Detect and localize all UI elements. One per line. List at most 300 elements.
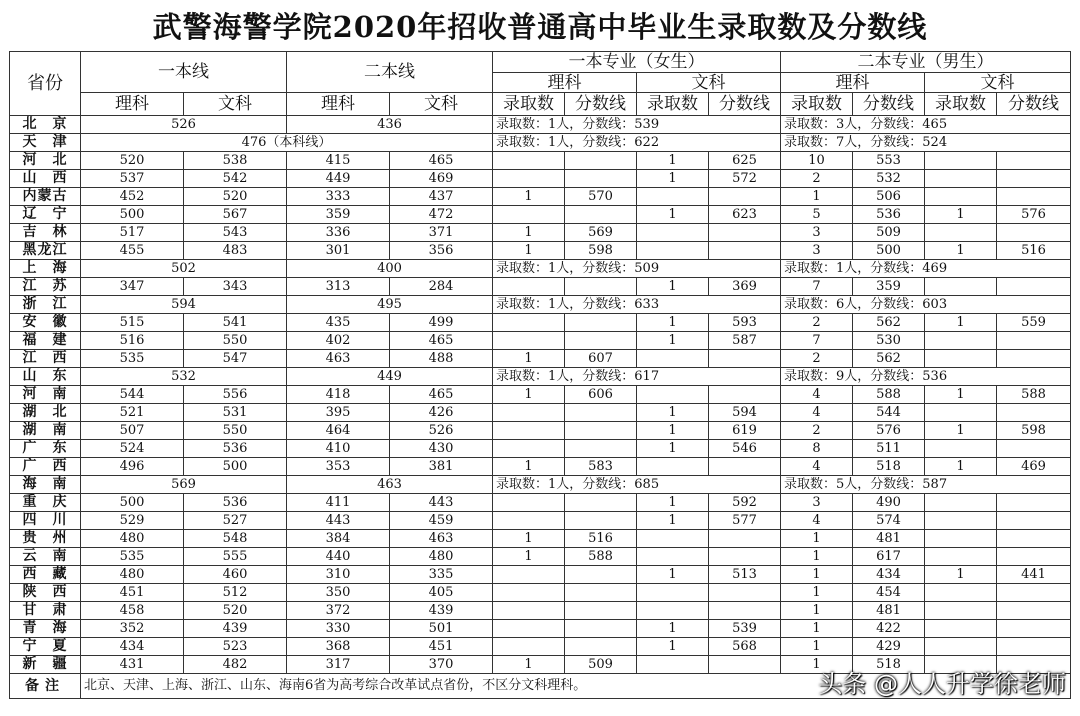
- value-cell: [997, 548, 1071, 566]
- value-cell: [493, 314, 565, 332]
- score-cell: 535: [81, 548, 184, 566]
- province-cell: 江 苏: [10, 278, 81, 296]
- value-cell: [997, 332, 1071, 350]
- value-cell: 509: [565, 656, 637, 674]
- value-cell: [709, 602, 781, 620]
- special2-note-cell: 录取数：3人，分数线：465: [781, 116, 1071, 134]
- value-cell: [925, 620, 997, 638]
- value-cell: [493, 620, 565, 638]
- value-cell: 1: [493, 458, 565, 476]
- table-row: [10, 170, 1071, 188]
- value-cell: [637, 584, 709, 602]
- value-cell: 1: [781, 548, 853, 566]
- tier2-line-cell: 449: [287, 368, 493, 386]
- value-cell: 1: [493, 656, 565, 674]
- value-cell: 1: [781, 188, 853, 206]
- value-cell: [997, 512, 1071, 530]
- value-cell: [997, 188, 1071, 206]
- score-cell: 465: [390, 332, 493, 350]
- score-cell: 460: [184, 566, 287, 584]
- value-cell: [997, 170, 1071, 188]
- value-cell: [637, 548, 709, 566]
- value-cell: [493, 332, 565, 350]
- value-cell: [565, 314, 637, 332]
- value-cell: [925, 584, 997, 602]
- score-cell: 451: [81, 584, 184, 602]
- score-cell: 550: [184, 332, 287, 350]
- value-cell: 619: [709, 422, 781, 440]
- province-cell: 湖 北: [10, 404, 81, 422]
- value-cell: 4: [781, 404, 853, 422]
- score-cell: 310: [287, 566, 390, 584]
- score-cell: 330: [287, 620, 390, 638]
- value-cell: 513: [709, 566, 781, 584]
- value-cell: 1: [925, 566, 997, 584]
- watermark: 头条 @人人升学徐老师: [818, 670, 1066, 698]
- value-cell: 441: [997, 566, 1071, 584]
- score-cell: 488: [390, 350, 493, 368]
- value-cell: [565, 602, 637, 620]
- score-cell: 541: [184, 314, 287, 332]
- value-cell: 1: [637, 638, 709, 656]
- value-cell: 539: [709, 620, 781, 638]
- value-cell: [565, 206, 637, 224]
- value-cell: 576: [997, 206, 1071, 224]
- score-cell: 411: [287, 494, 390, 512]
- value-cell: 598: [997, 422, 1071, 440]
- province-cell: 陕 西: [10, 584, 81, 602]
- score-cell: 368: [287, 638, 390, 656]
- tier1-line-cell: 502: [81, 260, 287, 278]
- score-cell: 356: [390, 242, 493, 260]
- province-cell: 广 西: [10, 458, 81, 476]
- value-cell: [925, 224, 997, 242]
- table-row: [10, 152, 1071, 170]
- score-cell: 550: [184, 422, 287, 440]
- value-cell: 359: [853, 278, 925, 296]
- score-cell: 531: [184, 404, 287, 422]
- value-cell: 576: [853, 422, 925, 440]
- value-cell: 1: [781, 566, 853, 584]
- score-cell: 521: [81, 404, 184, 422]
- value-cell: [565, 170, 637, 188]
- value-cell: 3: [781, 494, 853, 512]
- score-cell: 437: [390, 188, 493, 206]
- value-cell: [565, 332, 637, 350]
- value-cell: [493, 404, 565, 422]
- score-cell: 542: [184, 170, 287, 188]
- table-row: [10, 530, 1071, 548]
- header-province: 省份: [10, 52, 81, 116]
- value-cell: [997, 530, 1071, 548]
- special1-note-cell: 录取数：1人，分数线：685: [493, 476, 781, 494]
- score-cell: 359: [287, 206, 390, 224]
- score-cell: 526: [390, 422, 493, 440]
- value-cell: 1: [637, 332, 709, 350]
- value-cell: 1: [493, 386, 565, 404]
- score-cell: 512: [184, 584, 287, 602]
- value-cell: [709, 656, 781, 674]
- value-cell: [709, 584, 781, 602]
- value-cell: 516: [565, 530, 637, 548]
- value-cell: 506: [853, 188, 925, 206]
- value-cell: 1: [637, 206, 709, 224]
- table-row: [10, 386, 1071, 404]
- value-cell: 607: [565, 350, 637, 368]
- value-cell: [925, 494, 997, 512]
- tier2-line-cell: 400: [287, 260, 493, 278]
- value-cell: 583: [565, 458, 637, 476]
- value-cell: 588: [997, 386, 1071, 404]
- value-cell: [637, 224, 709, 242]
- province-cell: 西 藏: [10, 566, 81, 584]
- value-cell: 572: [709, 170, 781, 188]
- value-cell: [925, 332, 997, 350]
- value-cell: 546: [709, 440, 781, 458]
- score-cell: 402: [287, 332, 390, 350]
- value-cell: 1: [781, 584, 853, 602]
- value-cell: 2: [781, 422, 853, 440]
- province-cell: 甘 肃: [10, 602, 81, 620]
- table-row: [10, 476, 1071, 494]
- value-cell: 2: [781, 170, 853, 188]
- header-tier2: 二本线: [287, 52, 493, 93]
- province-cell: 北 京: [10, 116, 81, 134]
- header-arts: 文科: [637, 73, 781, 93]
- value-cell: [565, 512, 637, 530]
- header-arts: 文科: [925, 73, 1071, 93]
- score-cell: 520: [81, 152, 184, 170]
- score-cell: 371: [390, 224, 493, 242]
- value-cell: 1: [493, 350, 565, 368]
- score-cell: 527: [184, 512, 287, 530]
- value-cell: 606: [565, 386, 637, 404]
- header-score: 分数线: [997, 93, 1071, 116]
- score-cell: 443: [287, 512, 390, 530]
- value-cell: [493, 494, 565, 512]
- score-cell: 524: [81, 440, 184, 458]
- value-cell: 588: [565, 548, 637, 566]
- value-cell: 568: [709, 638, 781, 656]
- value-cell: 574: [853, 512, 925, 530]
- value-cell: 559: [997, 314, 1071, 332]
- value-cell: 481: [853, 602, 925, 620]
- value-cell: 1: [781, 530, 853, 548]
- table-row: [10, 224, 1071, 242]
- table-row: [10, 260, 1071, 278]
- table-row: [10, 602, 1071, 620]
- score-cell: 372: [287, 602, 390, 620]
- value-cell: [997, 494, 1071, 512]
- score-cell: 430: [390, 440, 493, 458]
- score-cell: 555: [184, 548, 287, 566]
- value-cell: 1: [637, 404, 709, 422]
- score-cell: 472: [390, 206, 493, 224]
- header-arts: 文科: [184, 93, 287, 116]
- value-cell: [709, 242, 781, 260]
- table-row: [10, 404, 1071, 422]
- score-cell: 465: [390, 152, 493, 170]
- value-cell: [565, 152, 637, 170]
- province-cell: 广 东: [10, 440, 81, 458]
- table-row: [10, 548, 1071, 566]
- value-cell: [493, 638, 565, 656]
- value-cell: 10: [781, 152, 853, 170]
- header-admitted: 录取数: [925, 93, 997, 116]
- value-cell: 530: [853, 332, 925, 350]
- score-cell: 523: [184, 638, 287, 656]
- table-row: [10, 440, 1071, 458]
- value-cell: [637, 350, 709, 368]
- value-cell: [637, 656, 709, 674]
- header-science: 理科: [493, 73, 637, 93]
- score-cell: 501: [390, 620, 493, 638]
- tier2-line-cell: 436: [287, 116, 493, 134]
- value-cell: [709, 548, 781, 566]
- value-cell: 1: [637, 494, 709, 512]
- special2-note-cell: 录取数：7人，分数线：524: [781, 134, 1071, 152]
- header-science: 理科: [781, 73, 925, 93]
- value-cell: [493, 566, 565, 584]
- value-cell: 1: [925, 314, 997, 332]
- province-cell: 安 徽: [10, 314, 81, 332]
- value-cell: [493, 152, 565, 170]
- value-cell: [925, 548, 997, 566]
- value-cell: 3: [781, 242, 853, 260]
- province-cell: 天 津: [10, 134, 81, 152]
- province-cell: 云 南: [10, 548, 81, 566]
- province-cell: 四 川: [10, 512, 81, 530]
- value-cell: 553: [853, 152, 925, 170]
- score-cell: 350: [287, 584, 390, 602]
- score-cell: 464: [287, 422, 390, 440]
- value-cell: 1: [781, 620, 853, 638]
- table-row: [10, 512, 1071, 530]
- value-cell: 594: [709, 404, 781, 422]
- value-cell: [925, 638, 997, 656]
- score-cell: 482: [184, 656, 287, 674]
- province-cell: 浙 江: [10, 296, 81, 314]
- value-cell: 625: [709, 152, 781, 170]
- table-row: [10, 116, 1071, 134]
- value-cell: [637, 458, 709, 476]
- score-cell: 529: [81, 512, 184, 530]
- value-cell: [997, 602, 1071, 620]
- score-cell: 301: [287, 242, 390, 260]
- table-row: [10, 242, 1071, 260]
- special2-note-cell: 录取数：9人，分数线：536: [781, 368, 1071, 386]
- page-title: 武警海警学院2020年招收普通高中毕业生录取数及分数线: [152, 10, 928, 44]
- score-cell: 480: [81, 530, 184, 548]
- score-cell: 435: [287, 314, 390, 332]
- value-cell: 1: [637, 566, 709, 584]
- score-cell: 335: [390, 566, 493, 584]
- value-cell: 518: [853, 656, 925, 674]
- header-score: 分数线: [853, 93, 925, 116]
- special1-note-cell: 录取数：1人，分数线：539: [493, 116, 781, 134]
- value-cell: 4: [781, 458, 853, 476]
- header-admitted: 录取数: [637, 93, 709, 116]
- score-cell: 499: [390, 314, 493, 332]
- value-cell: 8: [781, 440, 853, 458]
- value-cell: [493, 602, 565, 620]
- footer-label: 备注: [10, 674, 81, 699]
- score-cell: 381: [390, 458, 493, 476]
- value-cell: [565, 638, 637, 656]
- value-cell: 500: [853, 242, 925, 260]
- value-cell: 1: [493, 242, 565, 260]
- tier1-line-cell: 594: [81, 296, 287, 314]
- score-cell: 535: [81, 350, 184, 368]
- table-row: [10, 584, 1071, 602]
- value-cell: 1: [925, 206, 997, 224]
- value-cell: [709, 530, 781, 548]
- value-cell: 429: [853, 638, 925, 656]
- province-cell: 青 海: [10, 620, 81, 638]
- value-cell: [493, 584, 565, 602]
- score-cell: 395: [287, 404, 390, 422]
- value-cell: 588: [853, 386, 925, 404]
- province-cell: 吉 林: [10, 224, 81, 242]
- value-cell: 2: [781, 350, 853, 368]
- value-cell: [925, 278, 997, 296]
- table-row: [10, 332, 1071, 350]
- tier1-line-cell: 569: [81, 476, 287, 494]
- score-cell: 465: [390, 386, 493, 404]
- value-cell: [997, 224, 1071, 242]
- province-cell: 新 疆: [10, 656, 81, 674]
- value-cell: 509: [853, 224, 925, 242]
- score-cell: 353: [287, 458, 390, 476]
- value-cell: 481: [853, 530, 925, 548]
- value-cell: 1: [925, 458, 997, 476]
- tier2-line-cell: 463: [287, 476, 493, 494]
- table-row: [10, 494, 1071, 512]
- tier1-line-cell: 526: [81, 116, 287, 134]
- table-row: [10, 314, 1071, 332]
- province-cell: 宁 夏: [10, 638, 81, 656]
- value-cell: [637, 242, 709, 260]
- value-cell: [493, 422, 565, 440]
- value-cell: [925, 170, 997, 188]
- value-cell: 1: [637, 314, 709, 332]
- value-cell: [493, 440, 565, 458]
- score-cell: 500: [184, 458, 287, 476]
- value-cell: 536: [853, 206, 925, 224]
- province-cell: 山 西: [10, 170, 81, 188]
- value-cell: 1: [637, 620, 709, 638]
- value-cell: [925, 530, 997, 548]
- header-score: 分数线: [709, 93, 781, 116]
- value-cell: 7: [781, 332, 853, 350]
- score-cell: 352: [81, 620, 184, 638]
- value-cell: 1: [493, 188, 565, 206]
- value-cell: 623: [709, 206, 781, 224]
- value-cell: 518: [853, 458, 925, 476]
- value-cell: [565, 620, 637, 638]
- score-cell: 336: [287, 224, 390, 242]
- score-cell: 537: [81, 170, 184, 188]
- value-cell: [925, 350, 997, 368]
- table-row: [10, 188, 1071, 206]
- score-cell: 439: [390, 602, 493, 620]
- score-cell: 463: [287, 350, 390, 368]
- score-cell: 547: [184, 350, 287, 368]
- score-cell: 313: [287, 278, 390, 296]
- value-cell: 2: [781, 314, 853, 332]
- value-cell: [637, 188, 709, 206]
- value-cell: 5: [781, 206, 853, 224]
- value-cell: [637, 386, 709, 404]
- province-cell: 黑龙江: [10, 242, 81, 260]
- value-cell: 1: [493, 548, 565, 566]
- score-cell: 384: [287, 530, 390, 548]
- value-cell: 532: [853, 170, 925, 188]
- value-cell: 454: [853, 584, 925, 602]
- value-cell: 1: [637, 422, 709, 440]
- table-row: [10, 368, 1071, 386]
- value-cell: [925, 152, 997, 170]
- value-cell: 1: [493, 224, 565, 242]
- score-cell: 343: [184, 278, 287, 296]
- province-cell: 辽 宁: [10, 206, 81, 224]
- value-cell: [565, 404, 637, 422]
- score-cell: 459: [390, 512, 493, 530]
- value-cell: 469: [997, 458, 1071, 476]
- province-cell: 上 海: [10, 260, 81, 278]
- value-cell: 593: [709, 314, 781, 332]
- value-cell: [565, 422, 637, 440]
- value-cell: 1: [925, 386, 997, 404]
- value-cell: 4: [781, 386, 853, 404]
- value-cell: 569: [565, 224, 637, 242]
- value-cell: 434: [853, 566, 925, 584]
- value-cell: [997, 152, 1071, 170]
- header-admitted: 录取数: [781, 93, 853, 116]
- value-cell: [709, 224, 781, 242]
- header-tier1: 一本线: [81, 52, 287, 93]
- score-cell: 458: [81, 602, 184, 620]
- province-cell: 重 庆: [10, 494, 81, 512]
- score-cell: 452: [81, 188, 184, 206]
- score-cell: 520: [184, 602, 287, 620]
- value-cell: 1: [781, 656, 853, 674]
- value-cell: [709, 350, 781, 368]
- score-cell: 284: [390, 278, 493, 296]
- table-row: [10, 458, 1071, 476]
- score-cell: 480: [81, 566, 184, 584]
- score-cell: 415: [287, 152, 390, 170]
- score-cell: 567: [184, 206, 287, 224]
- value-cell: 598: [565, 242, 637, 260]
- score-cell: 556: [184, 386, 287, 404]
- value-cell: 544: [853, 404, 925, 422]
- value-cell: 1: [781, 638, 853, 656]
- score-cell: 317: [287, 656, 390, 674]
- value-cell: [925, 602, 997, 620]
- value-cell: 1: [637, 152, 709, 170]
- value-cell: 1: [925, 422, 997, 440]
- value-cell: [565, 494, 637, 512]
- table-row: [10, 638, 1071, 656]
- value-cell: [493, 278, 565, 296]
- value-cell: [997, 404, 1071, 422]
- value-cell: 369: [709, 278, 781, 296]
- tier1-line-cell: 532: [81, 368, 287, 386]
- value-cell: [565, 278, 637, 296]
- score-cell: 455: [81, 242, 184, 260]
- header-special1: 一本专业（女生）: [493, 52, 781, 73]
